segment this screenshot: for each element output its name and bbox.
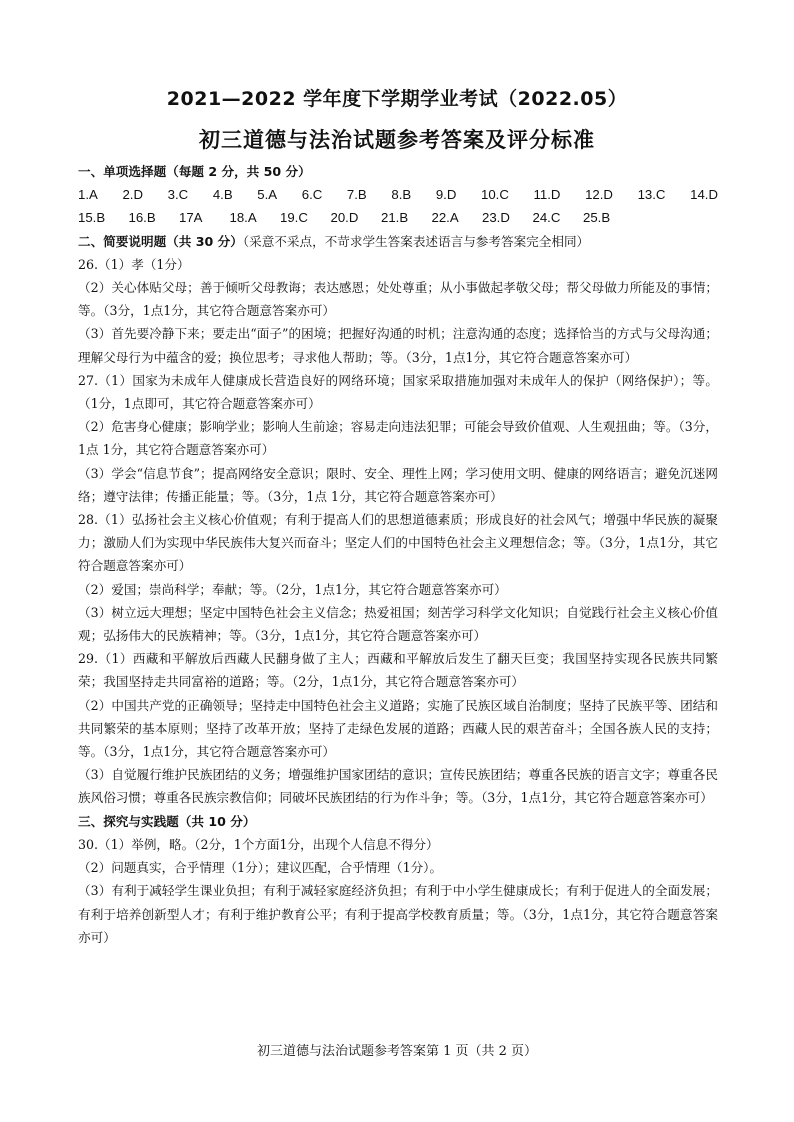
- answer-key-subtitle: 初三道德与法治试题参考答案及评分标准: [199, 128, 595, 152]
- answer-paragraph: （3）有利于减轻学生课业负担；有利于减轻家庭经济负担；有利于中小学生健康成长；有利于促进人的全面发展；有利于培养创新型人才；有利于维护教育公平；有利于提高学校教育质量；等。（3分，1点1分，其它符合题意答案亦可）: [78, 883, 718, 945]
- answer-paragraph: （2）问题真实，合乎情理（1分）；建议匹配，合乎情理（1分）。: [78, 860, 443, 876]
- answer-paragraph: （2）中国共产党的正确领导；坚持走中国特色社会主义道路；实施了民族区域自治制度；坚持了民族平等、团结和共同繁荣的基本原则；坚持了改革开放；坚持了走绿色发展的道路；西藏人民的艰苦奋斗；全国各族人民的支持；等。（3分，1点1分，其它符合题意答案亦可）: [78, 697, 718, 760]
- answer-paragraph: （3）自觉履行维护民族团结的义务；增强维护国家团结的意识；宣传民族团结；尊重各民族的语言文字；尊重各民族风俗习惯；尊重各民族宗教信仰；同破坏民族团结的行为作斗争；等。（3分，1点1分，其它符合题意答案亦可）: [78, 767, 718, 806]
- section-2-note: （采意不采点，不苛求学生答案表述语言与参考答案完全相同）: [242, 233, 590, 249]
- answer-paragraph: （3）树立远大理想；坚定中国特色社会主义信念；热爱祖国；刻苦学习科学文化知识；自觉践行社会主义核心价值观；弘扬伟大的民族精神；等。（3分，1点1分，其它符合题意答案亦可）: [78, 604, 718, 644]
- answer-paragraph: （3）首先要冷静下来；要走出“面子”的困境；把握好沟通的时机；注意沟通的态度；选择恰当的方式与父母沟通；理解父母行为中蕴含的爱；换位思考；寻求他人帮助；等。（3分，1点1分，其它符合题意答案亦可）: [78, 326, 718, 365]
- mc-answer: 11.D: [533, 187, 561, 203]
- answer-paragraph: 30.（1）举例，略。（2分，1个方面1分，出现个人信息不得分）: [78, 836, 439, 852]
- answer-paragraph: 26.（1）孝（1分）: [78, 256, 190, 272]
- mc-answer: 6.C: [301, 187, 323, 203]
- section-2-heading: [78, 230, 718, 253]
- section-2-title: 二、简要说明题（共 30 分）: [78, 233, 243, 249]
- answer-paragraph: 29.（1）西藏和平解放后西藏人民翻身做了主人；西藏和平解放后发生了翻天巨变；我国坚持实现各民族共同繁荣；我国坚持走共同富裕的道路；等。（2分，1点1分，其它符合题意答案亦可）: [78, 651, 718, 690]
- page-footer: 初三道德与法治试题参考答案第 1 页（共 2 页）: [256, 1044, 538, 1059]
- section-3-heading: 三、探究与实践题（共 10 分）: [78, 813, 256, 829]
- mc-answer: 8.B: [391, 187, 412, 203]
- mc-answer: 2.D: [122, 187, 143, 203]
- mc-answer: 13.C: [637, 187, 666, 203]
- mc-answer: 17A: [179, 210, 203, 226]
- mc-answer: 20.D: [330, 210, 359, 226]
- mc-answer: 4.B: [212, 187, 233, 203]
- answer-paragraph: （2）危害身心健康；影响学业；影响人生前途；容易走向违法犯罪；可能会导致价值观、人生观扭曲；等。（3分，1点 1分，其它符合题意答案亦可）: [78, 419, 718, 458]
- answer-paragraph: （2）爱国；崇尚科学；奉献；等。（2分，1点1分，其它符合题意答案亦可）: [78, 581, 507, 597]
- mc-answer: 23.D: [482, 210, 510, 226]
- exam-title: 2021—2022 学年度下学期学业考试（2022.05）: [166, 88, 628, 110]
- answer-paragraph: （2）关心体贴父母；善于倾听父母教诲；表达感恩；处处尊重；从小事做起孝敬父母；帮父母做力所能及的事情；等。（3分，1点1分，其它符合题意答案亦可）: [78, 280, 718, 319]
- answer-paragraph: （3）学会“信息节食”；提高网络安全意识；限时、安全、理性上网；学习使用文明、健康的网络语言；避免沉迷网络；遵守法律；传播正能量；等。（3分，1点 1分，其它符合题意答案亦可）: [78, 465, 718, 504]
- mc-answer: 3.C: [167, 187, 189, 203]
- mc-answer: 7.B: [346, 187, 367, 203]
- mc-answer: 24.C: [532, 210, 561, 226]
- mc-answers-row-2: [78, 206, 718, 229]
- mc-answer: 1.A: [78, 187, 98, 203]
- mc-answer: 19.C: [280, 210, 308, 226]
- mc-answer: 18.A: [229, 210, 257, 226]
- mc-answer: 14.D: [690, 187, 718, 203]
- mc-answer: 25.B: [583, 210, 611, 226]
- mc-answer: 9.D: [435, 187, 457, 203]
- mc-answer: 12.D: [585, 187, 613, 203]
- answer-paragraph: 28.（1）弘扬社会主义核心价值观；有利于提高人们的思想道德素质；形成良好的社会风气；增强中华民族的凝聚力；激励人们为实现中华民族伟大复兴而奋斗；坚定人们的中国特色社会主义理想信念；等。（3分，1点1分，其它符合题意答案亦可）: [78, 512, 718, 574]
- mc-answer: 15.B: [78, 210, 106, 226]
- mc-answer: 16.B: [128, 210, 156, 226]
- mc-answers-row-1: [78, 183, 718, 206]
- mc-answer: 10.C: [481, 187, 509, 203]
- answer-paragraph: 27.（1）国家为未成年人健康成长营造良好的网络环境；国家采取措施加强对未成年人的保护（网络保护）；等。（1分，1点即可，其它符合题意答案亦可）: [78, 372, 718, 412]
- mc-answer: 21.B: [381, 210, 409, 226]
- answer-content: [78, 160, 718, 949]
- mc-answer: 22.A: [431, 210, 459, 226]
- section-1-heading: 一、单项选择题（每题 2 分，共 50 分）: [78, 164, 311, 179]
- mc-answer: 5.A: [257, 187, 278, 203]
